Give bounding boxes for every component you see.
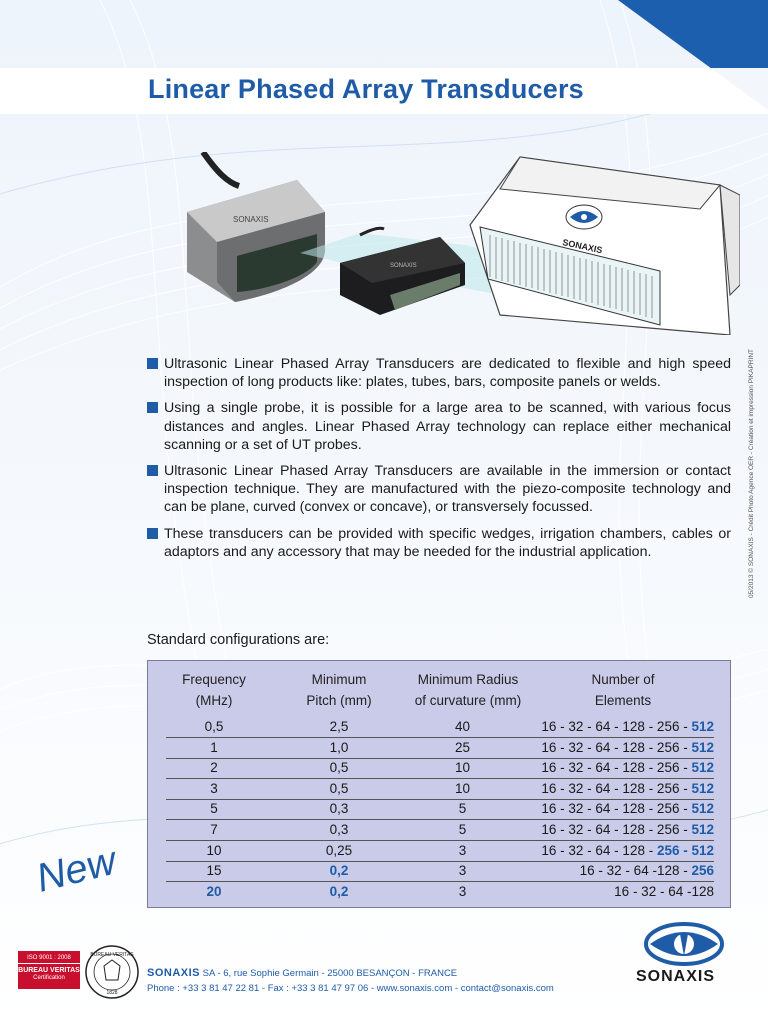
- cell-pitch: 0,2: [329, 863, 349, 879]
- cell-elements: 16 - 32 - 64 -128 - 256: [579, 863, 714, 879]
- table-row: [166, 882, 714, 902]
- table-row: [166, 841, 714, 862]
- cell-pitch: 2,5: [329, 719, 349, 734]
- cell-frequency: 7: [210, 822, 218, 837]
- cell-frequency: 3: [210, 780, 218, 796]
- page-title: Linear Phased Array Transducers: [148, 74, 584, 104]
- bullet-item: Ultrasonic Linear Phased Array Transducers are available in the immersion or contact inspection technique. They are manufactured with the piezo-composite technology and can be plane, curved (convex or concave), or transversely focussed.: [147, 462, 731, 517]
- footer-address: SA - 6, rue Sophie Germain - 25000 BESANÇON - FRANCE: [200, 968, 458, 979]
- svg-text:1828: 1828: [106, 990, 118, 996]
- bullet-list: [147, 355, 731, 569]
- bullet-square-icon: [147, 465, 158, 476]
- table-row: [166, 799, 714, 820]
- svg-text:SONAXIS: SONAXIS: [390, 263, 417, 269]
- new-label: New: [32, 838, 121, 901]
- cell-frequency: 20: [206, 883, 222, 899]
- cell-pitch: 0,2: [329, 883, 349, 899]
- cell-elements: 16 - 32 - 64 - 128 - 256 - 512: [541, 780, 714, 796]
- bullet-item: Using a single probe, it is possible for a large area to be scanned, with various focus distances and angles. Linear Phased Array technology can replace either mechanical scanning or a set of UT probes.: [147, 399, 731, 454]
- cell-frequency: 15: [206, 863, 222, 879]
- footer-contact: [147, 966, 554, 996]
- cell-elements: 16 - 32 - 64 - 128 - 256 - 512: [541, 739, 714, 755]
- cell-frequency: 0,5: [204, 719, 224, 734]
- svg-text:BUREAU VERITAS: BUREAU VERITAS: [90, 952, 134, 958]
- cell-radius: 5: [458, 822, 467, 837]
- cell-elements: 16 - 32 - 64 -128: [614, 883, 714, 899]
- cell-elements: 16 - 32 - 64 - 128 - 256 - 512: [541, 760, 714, 776]
- transducer-drawing: [300, 155, 740, 335]
- cell-pitch: 0,25: [325, 842, 353, 858]
- table-row: [166, 861, 714, 882]
- cell-pitch: 0,5: [329, 780, 349, 796]
- cell-radius: 3: [458, 883, 467, 899]
- cell-radius: 10: [454, 780, 471, 796]
- footer-company: SONAXIS: [147, 967, 201, 979]
- header-frequency: Frequency (MHz): [182, 672, 246, 708]
- probe-label: SONAXIS: [233, 215, 269, 224]
- drawing-label: SONAXIS: [561, 237, 604, 256]
- cell-elements: 16 - 32 - 64 - 128 - 256 - 512: [541, 801, 714, 817]
- cell-pitch: 1,0: [329, 739, 349, 755]
- cell-pitch: 0,3: [329, 822, 349, 837]
- table-row: [166, 820, 714, 841]
- cell-elements: 16 - 32 - 64 - 128 - 256 - 512: [541, 719, 714, 734]
- bullet-item: These transducers can be provided with specific wedges, irrigation chambers, cables or adaptors and any accessory that may be needed for the industrial application.: [147, 525, 731, 561]
- bureau-veritas-seal-icon: [84, 944, 140, 1000]
- table-row: [166, 758, 714, 779]
- cell-radius: 3: [458, 863, 467, 879]
- bullet-square-icon: [147, 528, 158, 539]
- cell-pitch: 0,3: [329, 801, 349, 817]
- table-row: [166, 738, 714, 759]
- cell-radius: 40: [454, 719, 471, 734]
- cell-frequency: 1: [210, 739, 218, 755]
- cell-radius: 3: [458, 842, 467, 858]
- cell-frequency: 2: [210, 760, 218, 776]
- iso-certification-badge: ISO 9001 : 2008 BUREAU VERITAS Certification: [18, 951, 80, 989]
- header-elements: Number of Elements: [591, 672, 655, 708]
- cell-elements: 16 - 32 - 64 - 128 - 256 - 512: [541, 842, 714, 858]
- bullet-square-icon: [147, 358, 158, 369]
- table-row: [166, 779, 714, 800]
- header-pitch: Minimum Pitch (mm): [306, 672, 372, 708]
- cell-elements: 16 - 32 - 64 - 128 - 256 - 512: [541, 822, 714, 837]
- bullet-square-icon: [147, 402, 158, 413]
- header-radius: Minimum Radius of curvature (mm): [414, 672, 522, 708]
- cell-frequency: 10: [206, 842, 222, 858]
- cell-radius: 5: [458, 801, 467, 817]
- cell-frequency: 5: [210, 801, 218, 817]
- standard-configurations-label: Standard configurations are:: [147, 632, 330, 648]
- cell-radius: 25: [454, 739, 471, 755]
- table-row: [166, 717, 714, 738]
- cell-radius: 10: [454, 760, 471, 776]
- cell-pitch: 0,5: [329, 760, 349, 776]
- bullet-item: Ultrasonic Linear Phased Array Transducers are dedicated to flexible and high speed inspection of long products like: plates, tubes, bars, composite panels or welds.: [147, 355, 731, 391]
- vertical-credit: 05/2013 © SONAXIS - Crédit Photo Agence OER - Création et impression PIKAPRINT: [748, 348, 755, 598]
- sonaxis-logo-text: SONAXIS: [636, 968, 716, 985]
- footer-phone-line: Phone : +33 3 81 47 22 81 - Fax : +33 3 81 47 97 06 - www.sonaxis.com - contact@sonaxis.com: [147, 983, 554, 994]
- configurations-table: [147, 660, 731, 908]
